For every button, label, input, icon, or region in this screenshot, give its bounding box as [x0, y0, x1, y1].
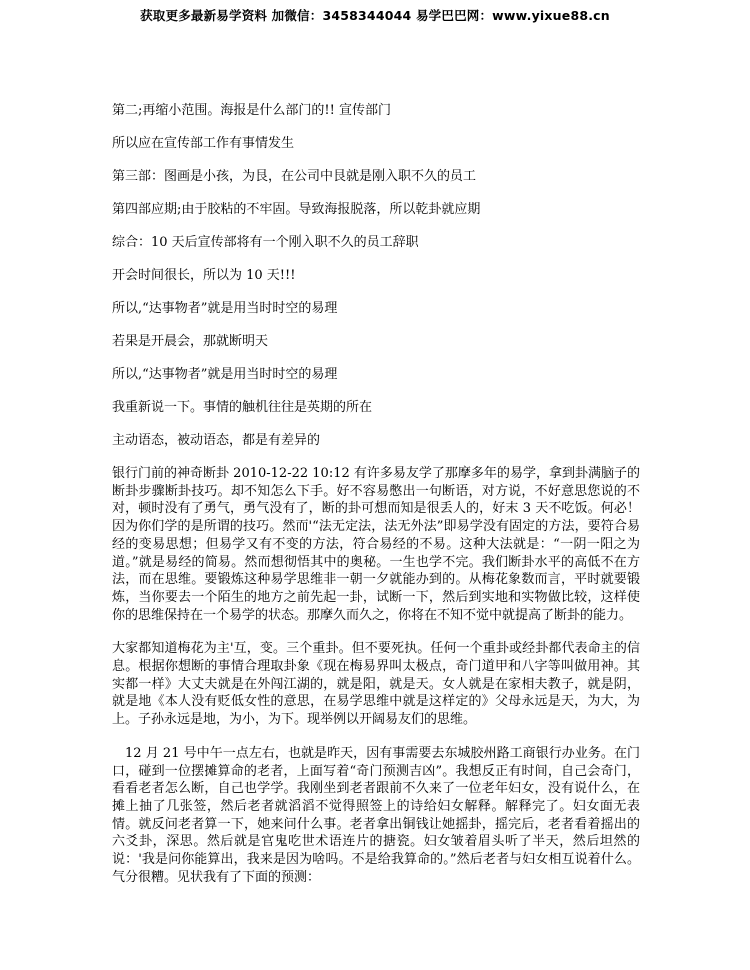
document-body [112, 102, 640, 902]
paragraph-example-story: 12 月 21 号中午一点左右，也就是昨天，因有事需要去东城胶州路工商银行办业务。在门口，碰到一位摆摊算命的老者，上面写着“奇门预测吉凶”。我想反正有时间，自己会奇门，看看老者怎么断，自己也学学。我刚坐到老者跟前不久来了一位老年妇女，没有说什么，在摊上抽了几张签，然后老者就滔滔不觉得照签上的诗给妇女解释。解释完了。妇女面无表情。就反问老者算一下，她来问什么事。老者拿出铜钱让她摇卦，摇完后，老者看着摇出的六爻卦，深思。然后就是官鬼吃世术语连片的搪瓷。妇女皱着眉头听了半天，然后坦然的说：'我是问你能算出，我来是因为啥吗。不是给我算命的。”然后老者与妇女相互说着什么。气分很糟。见状我有了下面的预测： [112, 745, 640, 885]
text-line: 所以应在宣传部工作有事情发生 [112, 136, 295, 151]
text-line: 第三部：图画是小孩，为艮，在公司中艮就是刚入职不久的员工 [112, 169, 477, 184]
text-line: 所以,“达事物者”就是用当时时空的易理 [112, 367, 338, 382]
paragraph-meihua-hexagrams: 大家都知道梅花为主'互，变。三个重卦。但不要死执。任何一个重卦或经卦都代表命主的信息。根据你想断的事情合理取卦象《现在梅易界叫太极点，奇门道甲和八字等叫做用神。其实都一样》大丈夫就是在外闯江湖的，就是阳，就是天。女人就是在家相夫教子，就是阴，就是地《本人没有贬低女性的意思，在易学思维中就是这样定的》父母永远是天，为大，为上。子孙永远是地，为小，为下。现举例以开阔易友们的思维。 [112, 641, 640, 728]
text-line: 综合：10 天后宣传部将有一个刚入职不久的员工辞职 [112, 235, 419, 250]
text-line: 若果是开晨会，那就断明天 [112, 334, 269, 349]
text-line: 第二;再缩小范围。海报是什么部门的!! 宣传部门 [112, 103, 391, 118]
page-header: 获取更多最新易学资料 加微信：3458344044 易学巴巴网：www.yixue88.cn [140, 8, 610, 23]
text-line: 第四部应期;由于胶粘的不牢固。导致海报脱落，所以乾卦就应期 [112, 202, 481, 217]
text-line: 所以,“达事物者”就是用当时时空的易理 [112, 301, 338, 316]
paragraph-bank-divination: 银行门前的神奇断卦 2010-12-22 10:12 有许多易友学了那摩多年的易学，拿到卦满脑子的断卦步骤断卦技巧。却不知怎么下手。好不容易憋出一句断语，对方说，不好意思您说的不对，顿时没有了勇气，勇气没有了，断的卦可想而知是很丢人的，好末 3 天不吃饭。何必！因为你们学的是所谓的技巧。然而'“法无定法，法无外法”即易学没有固定的方法，要符合易经的变易思想；但易学又有不变的方法，符合易经的不易。这种大法就是：“一阴一阳之为道。”就是易经的简易。然而想彻悟其中的奥秘。一生也学不完。我们断卦水平的高低不在方法，而在思维。要锻炼这种易学思维非一朝一夕就能办到的。从梅花象数而言，平时就要锻炼，当你要去一个陌生的地方之前先起一卦，试断一下，然后到实地和实物做比较，这样使你的思维保持在一个易学的状态。那摩久而久之，你将在不知不觉中就提高了断卦的能力。 [112, 466, 640, 623]
text-line: 我重新说一下。事情的触机往往是英期的所在 [112, 400, 373, 415]
text-line: 开会时间很长，所以为 10 天!!! [112, 268, 296, 283]
text-line: 主动语态，被动语态，都是有差异的 [112, 433, 321, 448]
